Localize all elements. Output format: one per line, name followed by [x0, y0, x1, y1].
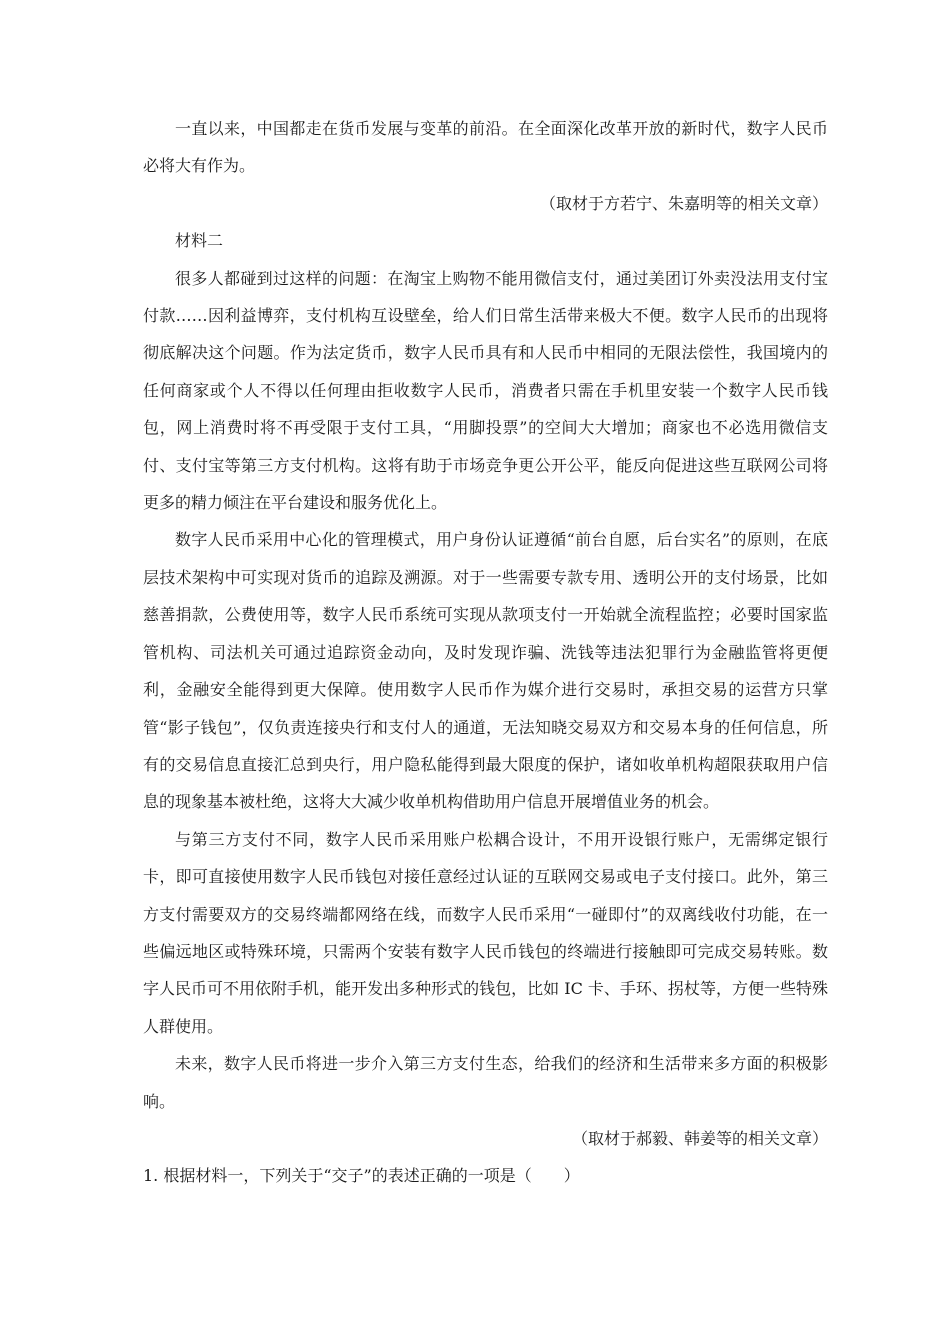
paragraph-2: 数字人民币采用中心化的管理模式，用户身份认证遵循“前台自愿，后台实名”的原则，在底层技术架构中可实现对货币的追踪及溯源。对于一些需要专款专用、透明公开的支付场景，比如慈善捐款，公费使用等，数字人民币系统可实现从款项支付一开始就全流程监控；必要时国家监管机构、司法机关可通过追踪资金动向，及时发现诈骗、洗钱等违法犯罪行为金融监管将更便利，金融安全能得到更大保障。使用数字人民币作为媒介进行交易时，承担交易的运营方只掌管“影子钱包”，仅负责连接央行和支付人的通道，无法知晓交易双方和交易本身的任何信息，所有的交易信息直接汇总到央行，用户隐私能得到最大限度的保护，诸如收单机构超限获取用户信息的现象基本被杜绝，这将大大减少收单机构借助用户信息开展增值业务的机会。: [143, 530, 828, 812]
material-2-heading: 材料二: [175, 231, 224, 251]
question-1: 1. 根据材料一，下列关于“交子”的表述正确的一项是（ ）: [143, 1166, 580, 1186]
paragraph-4: 未来，数字人民币将进一步介入第三方支付生态，给我们的经济和生活带来多方面的积极影响。: [143, 1054, 828, 1111]
document-body: [143, 110, 828, 1195]
source-citation-2: （取材于郝毅、韩姜等的相关文章）: [571, 1128, 828, 1148]
paragraph-1: 很多人都碰到过这样的问题：在淘宝上购物不能用微信支付，通过美团订外卖没法用支付宝付款……因利益博弈，支付机构互设壁垒，给人们日常生活带来极大不便。数字人民币的出现将彻底解决这个问题。作为法定货币，数字人民币具有和人民币中相同的无限法偿性，我国境内的任何商家或个人不得以任何理由拒收数字人民币，消费者只需在手机里安装一个数字人民币钱包，网上消费时将不再受限于支付工具，“用脚投票”的空间大大增加；商家也不必选用微信支付、支付宝等第三方支付机构。这将有助于市场竞争更公开公平，能反向促进这些互联网公司将更多的精力倾注在平台建设和服务优化上。: [143, 268, 828, 513]
paragraph-3: 与第三方支付不同，数字人民币采用账户松耦合设计，不用开设银行账户，无需绑定银行卡，即可直接使用数字人民币钱包对接任意经过认证的互联网交易或电子支付接口。此外，第三方支付需要双方的交易终端都网络在线，而数字人民币采用“一碰即付”的双离线收付功能，在一些偏远地区或特殊环境，只需两个安装有数字人民币钱包的终端进行接触即可完成交易转账。数字人民币可不用依附手机，能开发出多种形式的钱包，比如 IC 卡、手环、拐杖等，方便一些特殊人群使用。: [143, 829, 828, 1036]
intro-paragraph: 一直以来，中国都走在货币发展与变革的前沿。在全面深化改革开放的新时代，数字人民币必将大有作为。: [143, 119, 828, 176]
source-citation-1: （取材于方若宁、朱嘉明等的相关文章）: [539, 193, 828, 213]
